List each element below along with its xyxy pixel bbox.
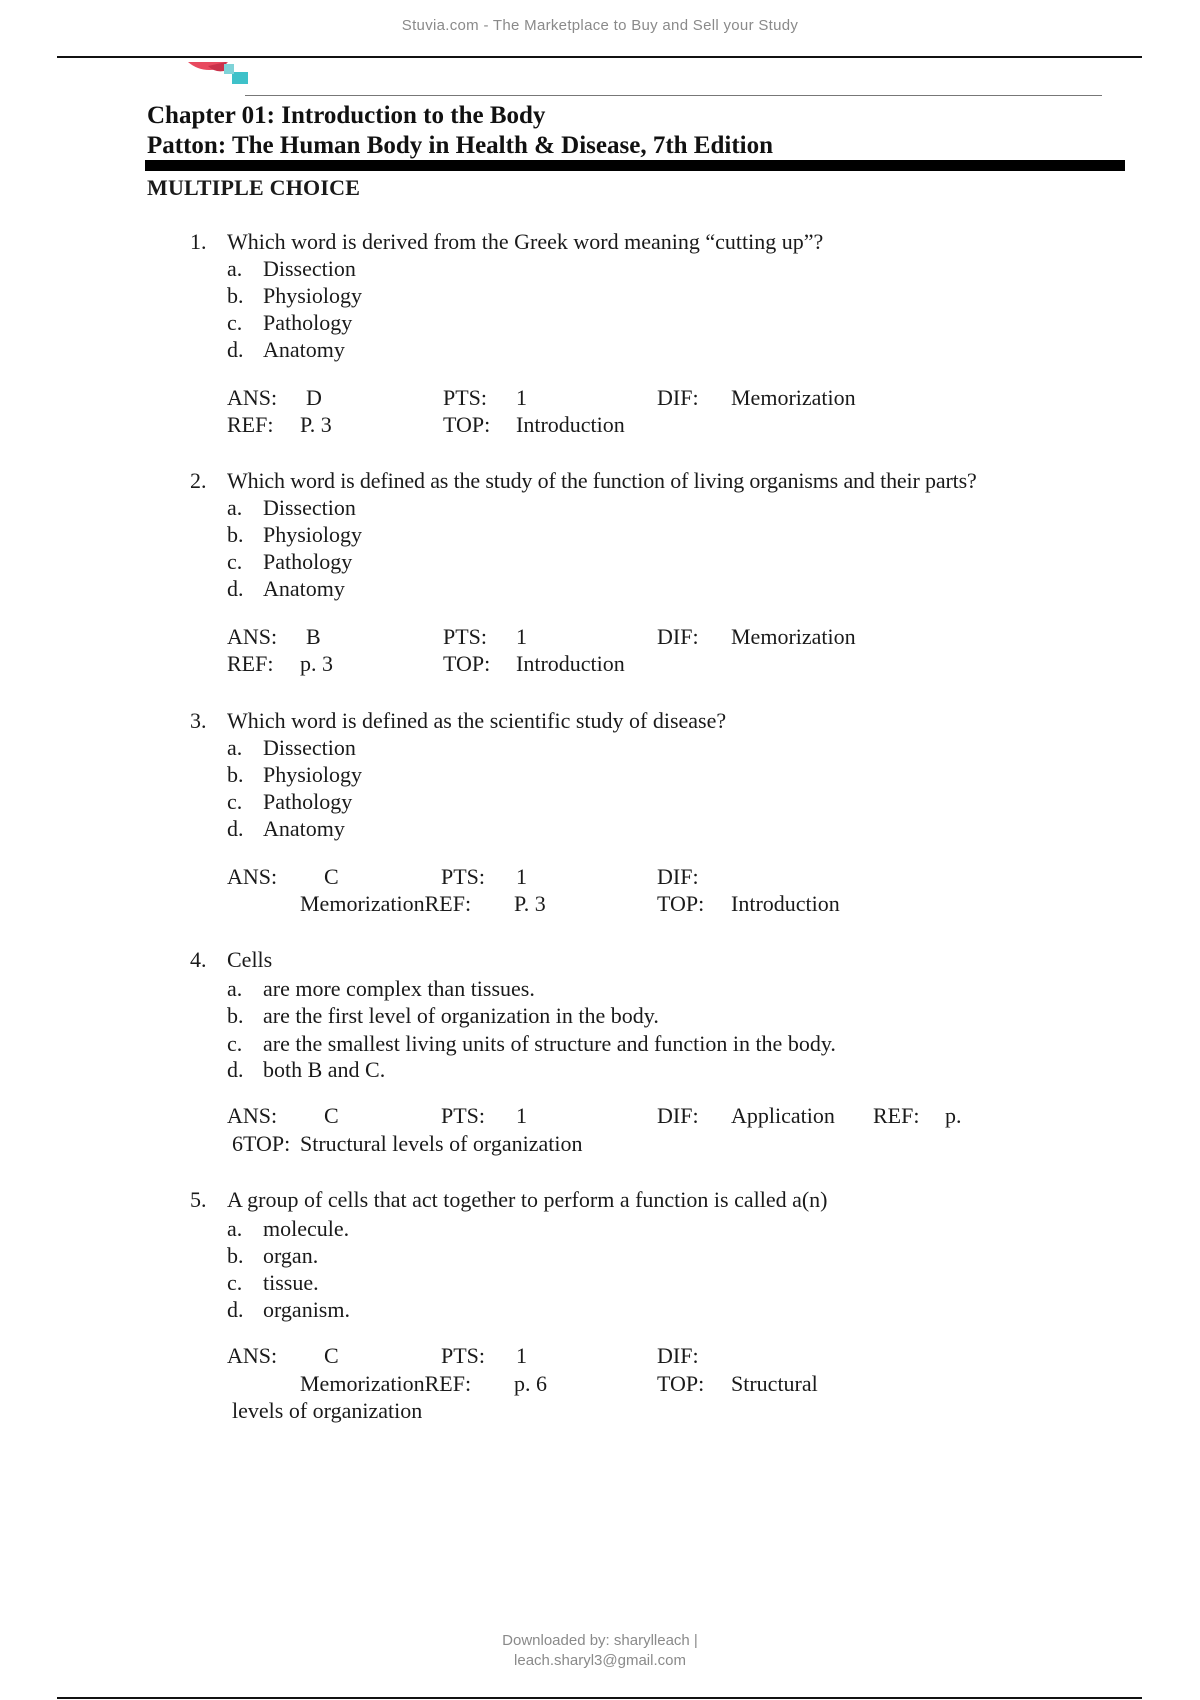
footer-rule bbox=[57, 1697, 1142, 1699]
ref-value: p. 3 bbox=[300, 651, 333, 676]
book-title: Patton: The Human Body in Health & Disease, 7th Edition bbox=[147, 132, 774, 159]
option-c: c. are the smallest living units of structure and function in the body. bbox=[227, 1031, 836, 1056]
dif-label: DIF: bbox=[657, 1103, 699, 1128]
ref-value: p. bbox=[945, 1103, 962, 1128]
pts-value: 1 bbox=[516, 864, 527, 889]
option-b: b. Physiology bbox=[227, 522, 363, 547]
title-divider bbox=[145, 160, 1125, 171]
top-value: Introduction bbox=[516, 651, 625, 676]
question-text: A group of cells that act together to perform a function is called a(n) bbox=[227, 1187, 828, 1212]
ref-label: REF: bbox=[227, 651, 274, 676]
question-number: 3. bbox=[190, 708, 207, 733]
footer-downloaded-by: Downloaded by: sharylleach | bbox=[502, 1632, 698, 1649]
question-text: Which word is derived from the Greek word meaning “cutting up”? bbox=[227, 229, 824, 254]
option-d: d. both B and C. bbox=[227, 1057, 386, 1082]
ans-value: D bbox=[306, 385, 322, 410]
option-b: b. Physiology bbox=[227, 283, 363, 308]
option-b: b. organ. bbox=[227, 1243, 319, 1268]
question-number: 1. bbox=[190, 229, 207, 254]
option-d: d. organism. bbox=[227, 1297, 350, 1322]
ref-value: P. 3 bbox=[300, 412, 332, 437]
option-b: b. Physiology bbox=[227, 762, 363, 787]
ans-value: C bbox=[324, 1103, 339, 1128]
section-heading: MULTIPLE CHOICE bbox=[147, 175, 361, 200]
stuvia-logo-icon bbox=[188, 60, 252, 86]
ans-label: ANS: bbox=[227, 1343, 278, 1368]
top-value: Structural levels of organization bbox=[300, 1131, 583, 1156]
ans-value: B bbox=[306, 624, 321, 649]
top-label: TOP: bbox=[443, 412, 491, 437]
pts-label: PTS: bbox=[443, 624, 488, 649]
pts-label: PTS: bbox=[441, 1343, 486, 1368]
option-a: a. Dissection bbox=[227, 495, 356, 520]
top-label: TOP: bbox=[657, 1371, 705, 1396]
dif-label: DIF: bbox=[657, 864, 699, 889]
dif-label: DIF: bbox=[657, 1343, 699, 1368]
ans-value: C bbox=[324, 1343, 339, 1368]
top-line-label: 6TOP: bbox=[232, 1131, 291, 1156]
pts-value: 1 bbox=[516, 1343, 527, 1368]
ref-label: REF: bbox=[227, 412, 274, 437]
option-a: a. molecule. bbox=[227, 1216, 350, 1241]
dif-value: Memorization bbox=[731, 624, 856, 649]
option-d: d. Anatomy bbox=[227, 576, 345, 601]
option-a: a. Dissection bbox=[227, 735, 356, 760]
dif-value: Memorization bbox=[731, 385, 856, 410]
option-c: c. Pathology bbox=[227, 549, 353, 574]
dif-ref-value: MemorizationREF: bbox=[300, 891, 472, 916]
top-value: Introduction bbox=[731, 891, 840, 916]
footer-email: leach.sharyl3@gmail.com bbox=[514, 1652, 686, 1669]
dif-label: DIF: bbox=[657, 385, 699, 410]
dif-value: Application bbox=[731, 1103, 835, 1128]
question-text: Which word is defined as the study of the function of living organisms and their parts? bbox=[227, 468, 977, 493]
option-d: d. Anatomy bbox=[227, 816, 345, 841]
pts-label: PTS: bbox=[441, 1103, 486, 1128]
question-number: 4. bbox=[190, 947, 207, 972]
ans-label: ANS: bbox=[227, 624, 278, 649]
top-value-continued: levels of organization bbox=[232, 1398, 423, 1423]
top-label: TOP: bbox=[657, 891, 705, 916]
ref-label: REF: bbox=[873, 1103, 920, 1128]
pts-value: 1 bbox=[516, 385, 527, 410]
chapter-title: Chapter 01: Introduction to the Body bbox=[147, 102, 546, 129]
ans-value: C bbox=[324, 864, 339, 889]
pts-value: 1 bbox=[516, 624, 527, 649]
ans-label: ANS: bbox=[227, 1103, 278, 1128]
option-d: d. Anatomy bbox=[227, 337, 345, 362]
pts-label: PTS: bbox=[441, 864, 486, 889]
ref-value: P. 3 bbox=[514, 891, 546, 916]
option-a: a. Dissection bbox=[227, 256, 356, 281]
ans-label: ANS: bbox=[227, 385, 278, 410]
option-c: c. Pathology bbox=[227, 310, 353, 335]
site-header: Stuvia.com - The Marketplace to Buy and Sell your Study bbox=[401, 17, 799, 34]
top-label: TOP: bbox=[443, 651, 491, 676]
top-value: Introduction bbox=[516, 412, 625, 437]
option-b: b. are the first level of organization in the body. bbox=[227, 1003, 659, 1028]
option-c: c. Pathology bbox=[227, 789, 353, 814]
header-rule bbox=[57, 56, 1142, 58]
question-number: 5. bbox=[190, 1187, 207, 1212]
question-text: Which word is defined as the scientific study of disease? bbox=[227, 708, 727, 733]
title-top-rule bbox=[245, 95, 1102, 96]
pts-value: 1 bbox=[516, 1103, 527, 1128]
option-c: c. tissue. bbox=[227, 1270, 319, 1295]
dif-label: DIF: bbox=[657, 624, 699, 649]
ref-value: p. 6 bbox=[514, 1371, 547, 1396]
ans-label: ANS: bbox=[227, 864, 278, 889]
question-text: Cells bbox=[227, 947, 273, 972]
top-value: Structural bbox=[731, 1371, 818, 1396]
question-number: 2. bbox=[190, 468, 207, 493]
pts-label: PTS: bbox=[443, 385, 488, 410]
dif-ref-value: MemorizationREF: bbox=[300, 1371, 472, 1396]
option-a: a. are more complex than tissues. bbox=[227, 976, 535, 1001]
